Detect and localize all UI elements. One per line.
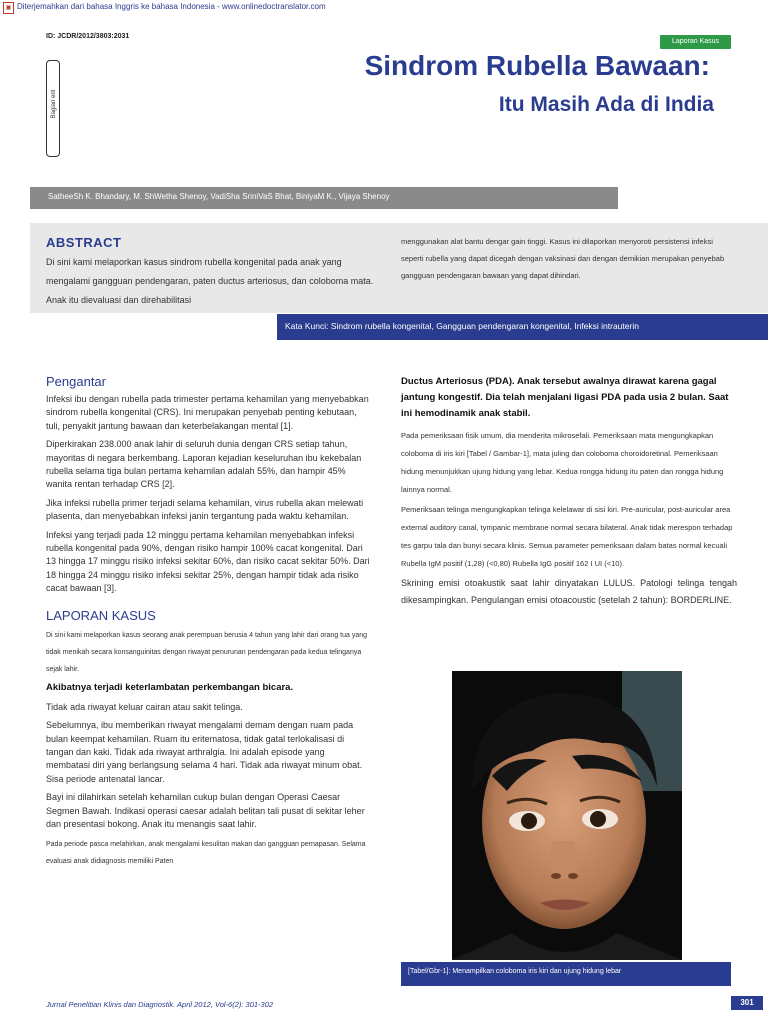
abstract-heading: ABSTRACT [46,235,122,250]
side-tab-label: Bagian ent [51,89,57,119]
intro-paragraph: Infeksi yang terjadi pada 12 minggu pertama kehamilan menyebabkan infeksi rubella kongenital pada 90%, dengan risiko hampir 100% cacat kongenital. Dari 13 hingga 17 minggu risiko infeksi sekitar 60%, dan risiko cacat sekitar 50%. Dari 18 hingga 24 minggu risiko infeksi sekitar 25%, dengan hampir tidak ada risiko cacat bawaan [3]. [46,529,370,594]
patient-photo [452,671,682,960]
ear-paragraph: Pemeriksaan telinga mengungkapkan telinga kelelawar di sisi kiri. Pre-auricular, post-auricular area external auditory canal, tympanic membrane normal secara bilateral. Anak tidak merespon terhadap tes garpu tala dan bunyi secara klinis. Semua parameter pemeriksaan dalam batas normal kecuali Rubella IgM positif (1,28) (<0,80) Rubella IgG positif 162 I UI (<10). [401,505,733,568]
oae-paragraph: Skrining emisi otoakustik saat lahir dinyatakan LULUS. Patologi telinga tengah dikesampingkan. Pengulangan emisi otoacoustic (setelah 2 tahun): BORDERLINE. [401,578,737,605]
translation-banner[interactable] [0,0,768,16]
doc-id: ID: JCDR/2012/3803:2031 [46,33,130,40]
exam-paragraph: Pada pemeriksaan fisik umum, dia menderita mikrosefali. Pemeriksaan mata mengungkapkan coloboma di iris kiri [Tabel / Gambar-1], mata juling dan coloboma choroidoretinal. Pemeriksaan hidung menunjukkan ujung hidung yang lebar. Kedua rongga hidung itu paten dan rongga hidung lainnya normal. [401,431,724,494]
abstract-text-left: Di sini kami melaporkan kasus sindrom rubella kongenital pada anak yang mengalami gangguan pendengaran, paten ductus arteriosus, dan coloboma mata. Anak itu dievaluasi dan direhabilitasi [46,257,374,305]
intro-paragraph: Infeksi ibu dengan rubella pada trimester pertama kehamilan yang menyebabkan sindrom rubella kongenital (CRS). Ini merupakan penyebab penting kebutaan, tuli, penyakit jantung bawaan dan keterbelakangan mental [1]. [46,394,369,431]
case-paragraph-bold: Akibatnya terjadi keterlambatan perkembangan bicara. [46,681,294,693]
case-paragraph: Pada periode pasca melahirkan, anak mengalami kesulitan makan dan gangguan pernapasan. Selama evaluasi anak didiagnosis memiliki Paten [46,841,366,866]
intro-heading: Pengantar [46,374,106,389]
banner-text[interactable]: Diterjemahkan dari bahasa Inggris ke bahasa Indonesia - www.onlinedoctranslator.com [17,2,326,11]
left-column [46,374,371,872]
pdf-icon: ▣ [3,2,14,14]
keywords: Kata Kunci: Sindrom rubella kongenital, Gangguan pendengaran kongenital, Infeksi intrauterin [285,321,639,331]
case-heading: LAPORAN KASUS [46,607,156,623]
article-title: Sindrom Rubella Bawaan: [364,50,710,81]
authors: SatheeSh K. Bhandary, M. ShWetha Shenoy, VadiSha SriniVaS Bhat, BiniyaM K., Vijaya Shenoy [48,192,390,201]
abstract-text-right: menggunakan alat bantu dengar gain tinggi. Kasus ini dilaporkan menyoroti persistensi infeksi seperti rubella yang dapat dicegah dengan vaksinasi dan dengan demikian merupakan penyebab gangguan pendengaran bawaan yang dapat dihindari. [401,237,725,280]
child-face-illustration [452,671,682,960]
intro-paragraph: Diperkirakan 238.000 anak lahir di seluruh dunia dengan CRS setiap tahun, mayoritas di negara berkembang. Laporan kejadian keseluruhan ibu kekebalan rubella selama tiga bulan pertama kehamilan adalah 55%, dan hampir 45% wanita rentan terhadap CRS [2]. [46,439,362,490]
pda-paragraph: Ductus Arteriosus (PDA). Anak tersebut awalnya dirawat karena gagal jantung kongestif. Dia telah menjalani ligasi PDA pada usia 2 bulan. Saat ini hemodinamik anak stabil. [401,376,729,419]
page-number: 301 [731,996,763,1010]
section-side-tab [46,60,60,157]
figure-caption: [Tabel/Gbr-1]: Menampilkan coloboma iris kiri dan ujung hidung lebar [408,968,622,975]
case-paragraph: Di sini kami melaporkan kasus seorang anak perempuan berusia 4 tahun yang lahir dari orang tua yang tidak menikah secara konsanguinitas dengan riwayat penurunan pendengaran pada kedua telinganya sejak lahir. [46,631,368,673]
case-paragraph: Bayi ini dilahirkan setelah kehamilan cukup bulan dengan Operasi Caesar Segmen Bawah. Indikasi operasi caesar adalah belitan tali pusat di sekitar leher dan presentasi bokong. Anak itu menangis saat lahir. [46,792,365,829]
intro-paragraph: Jika infeksi rubella primer terjadi selama kehamilan, virus rubella akan melewati plasenta, dan menyebabkan infeksi janin tergantung pada waktu kehamilan. [46,497,364,522]
article-subtitle: Itu Masih Ada di India [498,93,714,116]
journal-footer: Jurnal Penelitian Klinis dan Diagnostik. April 2012, Vol-6(2): 301-302 [46,1000,274,1009]
article-type-badge: Laporan Kasus [660,35,731,49]
case-paragraph: Sebelumnya, ibu memberikan riwayat mengalami demam dengan ruam pada bulan keempat kehamilan. Ruam itu eritematosa, tidak gatal terlokalisasi di tangan dan kaki. Tidak ada riwayat arthralgia. Ini adalah episode yang membatasi diri yang berlangsung selama 4 hari. Tidak ada riwayat minum obat. Sisa periode antenatal lancar. [46,720,363,784]
right-column [401,374,737,613]
case-paragraph: Tidak ada riwayat keluar cairan atau sakit telinga. [46,701,243,712]
